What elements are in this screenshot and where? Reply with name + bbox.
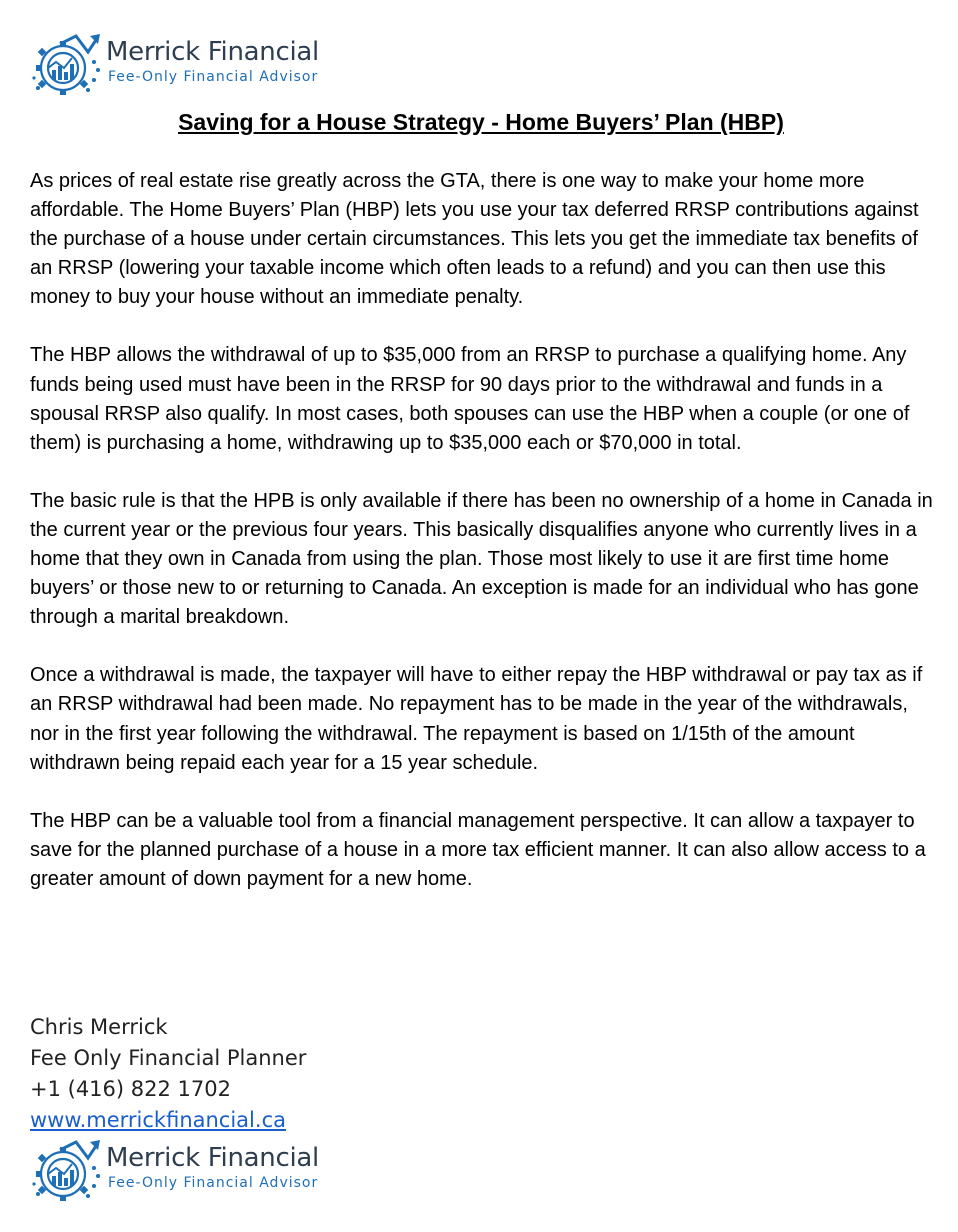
paragraph-eligibility: The basic rule is that the HPB is only available if there has been no ownership of a home in Canada in the current year or the previous four years. This basically disqualifies anyone who currently lives in a home that they own in Canada from using the plan. Those most likely to use it are first time home buyers’ or those new to or returning to Canada. An exception is made for an individual who has gone through a marital breakdown. bbox=[30, 489, 933, 629]
signature-role: Fee Only Financial Planner bbox=[30, 1046, 307, 1070]
logo-brand-name: Merrick Financial bbox=[106, 1143, 319, 1173]
paragraph-withdrawal-limit: The HBP allows the withdrawal of up to $35,000 from an RRSP to purchase a qualifying home. Any funds being used must have been in the RRSP for 90 days prior to the withdrawal and funds in a spousal RRSP also qualify. In most cases, both spouses can use the HBP when a couple (or one of them) is purchasing a home, withdrawing up to $35,000 each or $70,000 in total. bbox=[30, 344, 910, 454]
paragraph-repayment: Once a withdrawal is made, the taxpayer will have to either repay the HBP withdrawal or pay tax as if an RRSP withdrawal had been made. No repayment has to be made in the year of the withdrawals, nor in the first year following the withdrawal. The repayment is based on 1/15th of the amount withdrawn being repaid each year for a 15 year schedule. bbox=[30, 664, 923, 774]
document-title: Saving for a House Strategy - Home Buyers’ Plan (HBP) bbox=[178, 109, 784, 135]
signature-block bbox=[30, 1012, 306, 1136]
logo-tagline: Fee-Only Financial Advisor bbox=[108, 69, 319, 85]
footer-logo bbox=[30, 1136, 350, 1204]
gear-chart-logo-icon bbox=[30, 1136, 104, 1204]
gear-chart-logo-icon bbox=[30, 30, 104, 98]
logo-tagline: Fee-Only Financial Advisor bbox=[108, 1175, 319, 1191]
signature-name: Chris Merrick bbox=[30, 1015, 168, 1039]
header-logo bbox=[30, 30, 350, 98]
signature-phone: +1 (416) 822 1702 bbox=[30, 1077, 231, 1101]
website-link[interactable]: www.merrickfinancial.ca bbox=[30, 1108, 286, 1132]
paragraph-intro: As prices of real estate rise greatly across the GTA, there is one way to make your home more affordable. The Home Buyers’ Plan (HBP) lets you use your tax deferred RRSP contributions against the purchase of a house under certain circumstances. This lets you get the immediate tax benefits of an RRSP (lowering your taxable income which often leads to a refund) and you can then use this money to buy your house without an immediate penalty. bbox=[30, 170, 919, 309]
logo-brand-name: Merrick Financial bbox=[106, 37, 319, 67]
document-body bbox=[30, 167, 935, 923]
paragraph-conclusion: The HBP can be a valuable tool from a financial management perspective. It can allow a taxpayer to save for the planned purchase of a house in a more tax efficient manner. It can also allow access to a greater amount of down payment for a new home. bbox=[30, 809, 926, 890]
